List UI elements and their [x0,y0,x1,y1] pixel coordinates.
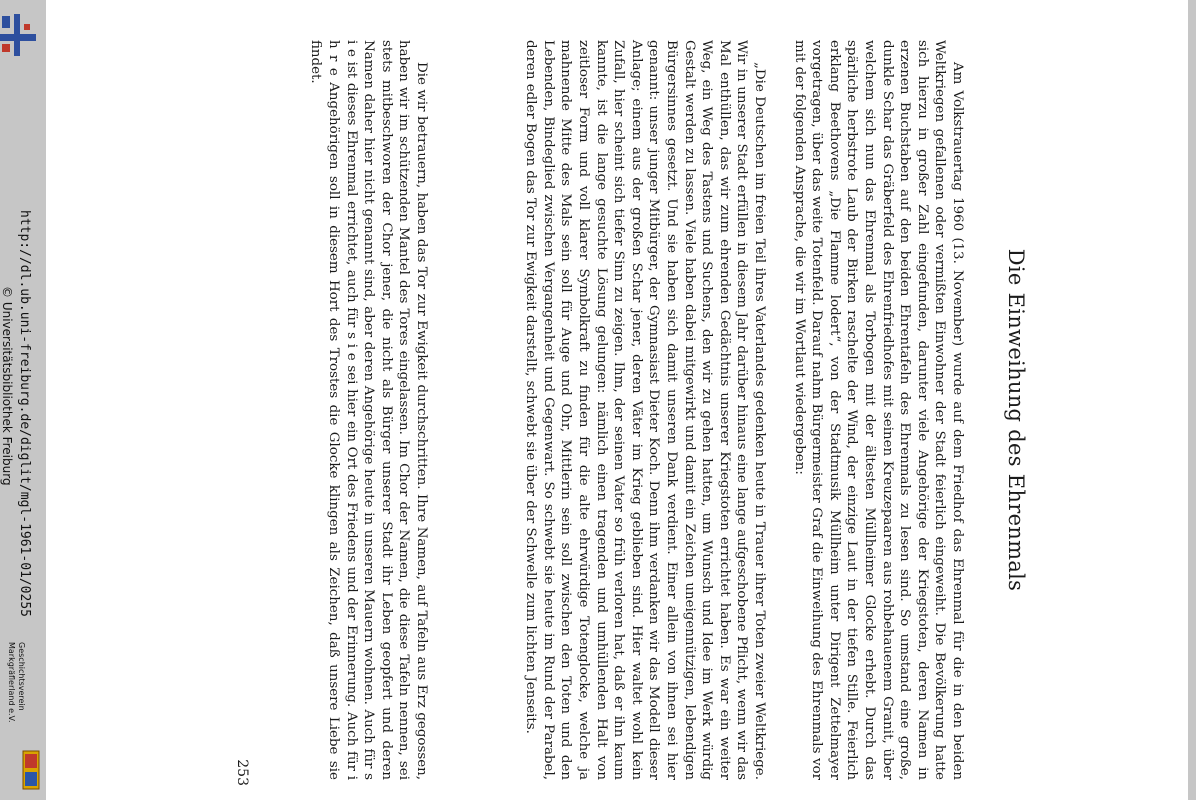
document-title: Die Einweihung des Ehrenmals [1004,248,1028,592]
paragraph-2: „Die Deutschen im freien Teil ihres Vaterlandes gedenken heute in Trauer ihrer Toten zweier Weltkriege. Wir in unserer Stadt erfüllen in diesem Jahr darüber hinaus eine lange aufgeschobene Pflicht, wenn wir das Mal enthüllen, das wir zum ehrenden Gedächtnis unserer Kriegstoten errichtet haben. Es war ein weiter Weg, ein Weg des Tastens und Suchens, den wir zu gehen hatten, um Wunsch und Idee im Werk würdig Gestalt werden zu lassen. Viele haben dabei mitgewirkt und damit ein Zeichen uneigennützigen, lebendigen Bürgersinnes gesetzt. Und sie haben sich damit unseren Dank verdient. Einer allein von ihnen sei hier genannt: unser junger Mitbürger, der Gymnasiast Dieter Koch. Denn ihm verdanken wir das Modell dieser Anlage; einem aus der großen Schar jener, deren Väter im Krieg geblieben sind. Hier waltet wohl kein Zufall, hier scheint sich tiefer Sinn zu zeigen. Ihm, der seinen Vater so früh verloren hat, daß er ihn kaum kannte, ist die lange gesuchte Lösung gelungen: nämlich einen tragenden und umhüllenden Halt von zeitloser Form und voll klarer Symbolkraft zu finden für die alte ehrwürdige Totenglocke, welche ja mahnende Mitte des Mals sein soll für Auge und Ohr, Mittlerin sein soll zwischen den Toten und den Lebenden, Bindeglied zwischen Vergangenheit und Gegenwart. So schwebt sie heute im Rund der Parabel, deren edler Bogen das Tor zur Ewigkeit darstellt, schwebt sie über der Schwelle zum lichten Jenseits. [523,40,767,780]
publisher-crest-icon[interactable] [22,750,40,790]
publisher-label [4,642,26,752]
viewer-right-margin [1188,0,1196,800]
document-page [210,40,1030,800]
copyright-notice: © Universitätsbibliothek Freiburg [0,286,14,486]
document-url[interactable]: http://dl.ub.uni-freiburg.de/diglit/mgl-1961-01/0255 [17,210,32,617]
publisher-line-1: Geschichtsverein [17,642,26,711]
paragraph-3: Die wir betrauern, haben das Tor zur Ewigkeit durchschritten. Ihre Namen, auf Tafeln aus Erz gegossen, haben wir im schützenden Mantel des Tores eingelassen. Im Chor der Namen, die diese Tafeln nennen, sei stets mitbeschworen der Chor jener, die nicht als Bürger unserer Stadt ihr Leben geopfert und deren Namen daher hier nicht genannt sind, aber deren Angehörige heute in unseren Mauern wohnen. Auch für s i e ist dieses Ehrenmal errichtet, auch für s i e sei hier ein Ort des Friedens und der Erinnerung. Auch für i h r e Angehörigen soll in diesem Hort des Trostes die Glocke klingen als Zeichen, daß unsere Liebe sie findet. [308,40,429,780]
paragraph-1: Am Volkstrauertag 1960 (13. November) wurde auf dem Friedhof das Ehrenmal für die in den beiden Weltkriegen gefallenen oder vermißten Einwohner der Stadt feierlich eingeweiht. Die Bevölkerung hatte sich hierzu in großer Zahl eingefunden, darunter viele Angehörige der Kriegstoten, deren Namen in erzenen Buchstaben auf den beiden Ehrentafeln des Ehrenmals zu lesen sind. So umstand eine große, dunkle Schar das Gräberfeld des Ehrenfriedhofes mit seinen Kreuzepaaren aus rohbehauenem Granit, über welchem sich nun das Ehrenmal als Torbogen mit der ältesten Müllheimer Glocke erhebt. Durch das spärliche herbstrote Laub der Birken raschelte der Wind, der einzige Laut in der tiefen Stille. Feierlich erklang Beethovens „Die Flamme lodert“, von der Stadtmusik Müllheim unter Dirigent Zettelmayer vorgetragen, über das weite Totenfeld. Darauf nahm Bürgermeister Graf die Einweihung des Ehrenmals vor mit der folgenden Ansprache, die wir im Wortlaut wiedergeben: [791,40,965,780]
university-library-logo[interactable] [0,14,40,56]
page-number: 253 [234,759,250,786]
publisher-line-2: Markgräflerland e.V. [7,642,16,723]
